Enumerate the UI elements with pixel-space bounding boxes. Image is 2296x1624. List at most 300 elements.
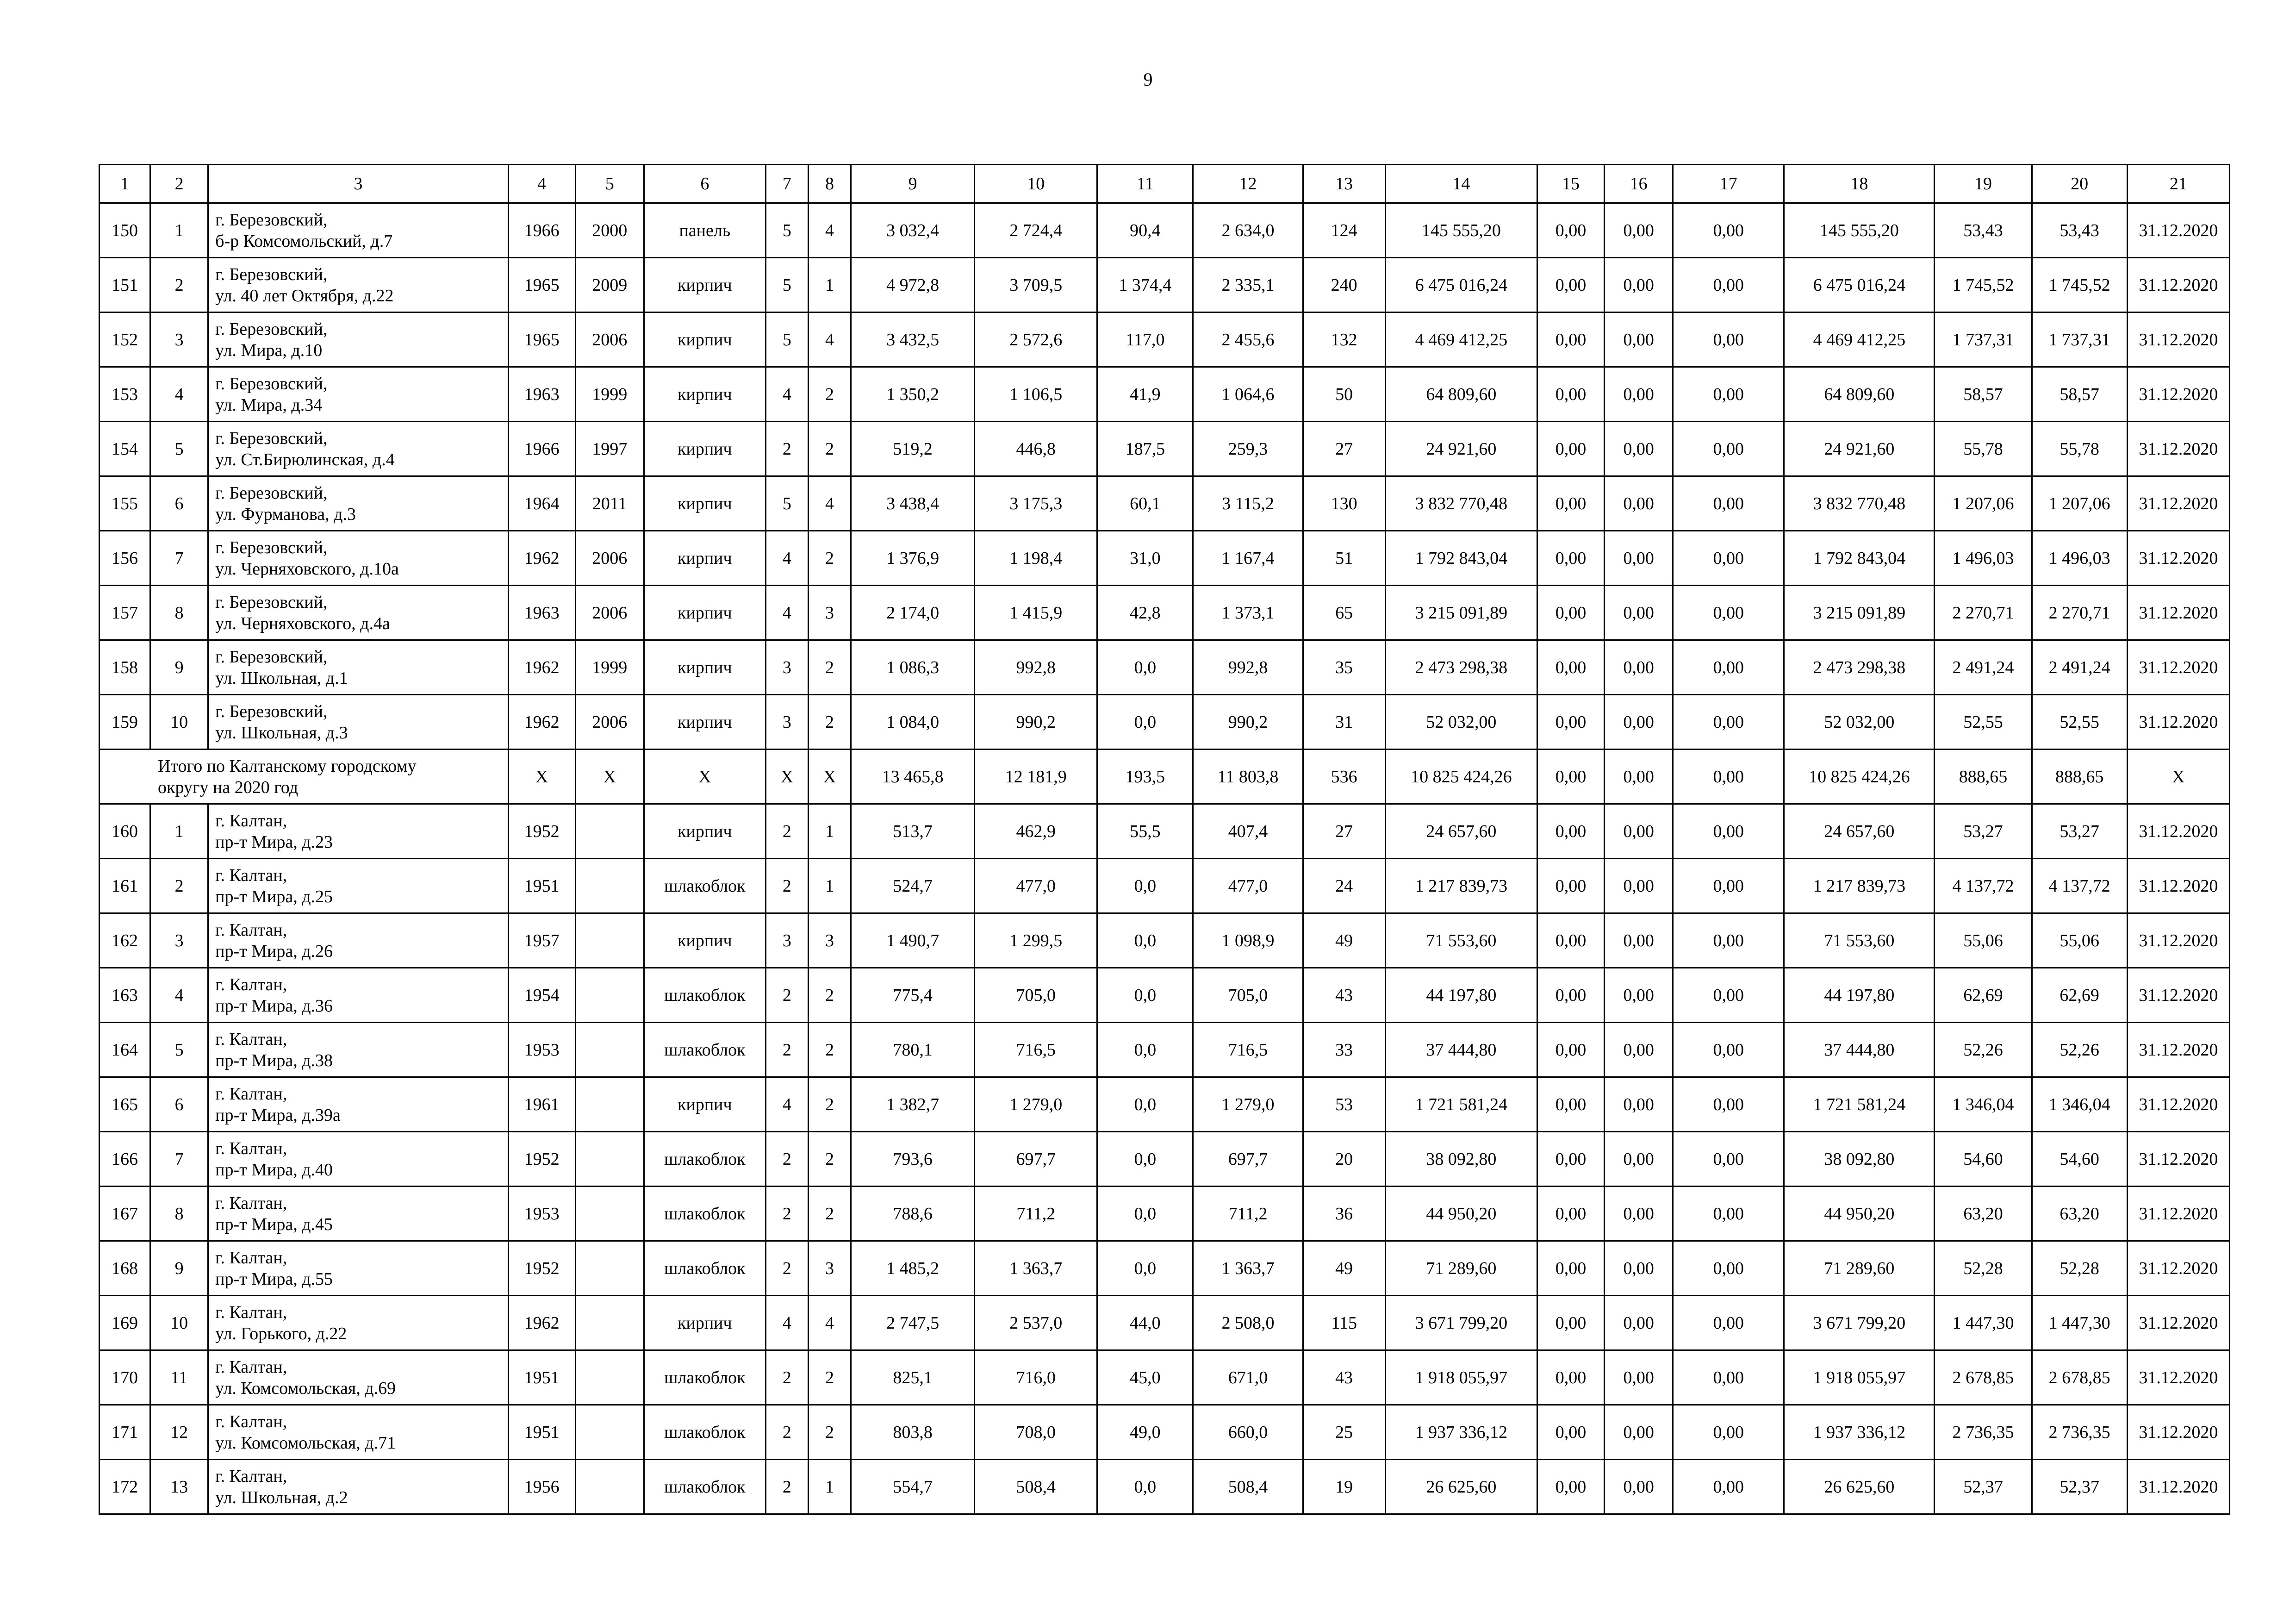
address-cell-line-1: г. Березовский,: [215, 592, 328, 612]
value-cell-c10: 1 415,9: [975, 586, 1097, 640]
value-cell-c7: 2: [765, 859, 808, 913]
value-cell-c18: 26 625,60: [1784, 1460, 1935, 1514]
value-cell-c11: 31,0: [1097, 531, 1193, 586]
value-cell-c16: 0,00: [1605, 1023, 1673, 1077]
value-cell-c21: 31.12.2020: [2127, 476, 2229, 531]
value-cell-c9: 3 438,4: [851, 476, 975, 531]
value-cell-c17: 0,00: [1673, 1405, 1784, 1460]
value-cell-c11: 0,0: [1097, 1460, 1193, 1514]
column-number-cell: 18: [1784, 165, 1935, 203]
value-cell-c19: 1 496,03: [1935, 531, 2032, 586]
address-cell-line-2: б-р Комсомольский, д.7: [215, 231, 393, 251]
address-cell-line-1: г. Березовский,: [215, 428, 328, 448]
value-cell-c14: 24 657,60: [1385, 804, 1537, 859]
value-cell-c14: 71 553,60: [1385, 913, 1537, 968]
value-cell-c17: 0,00: [1673, 586, 1784, 640]
value-cell-c12: 407,4: [1193, 804, 1303, 859]
value-cell-c12: 660,0: [1193, 1405, 1303, 1460]
value-cell-c9: 4 972,8: [851, 258, 975, 312]
column-number-cell: 2: [150, 165, 208, 203]
row-number-cell: 165: [100, 1077, 150, 1132]
value-cell-c4: 1966: [508, 422, 575, 476]
value-cell-c20: 1 737,31: [2032, 312, 2127, 367]
value-cell-c17: 0,00: [1673, 859, 1784, 913]
value-cell-c19: 4 137,72: [1935, 859, 2032, 913]
row-number-cell: 156: [100, 531, 150, 586]
address-cell: [208, 422, 508, 476]
address-cell-line-2: ул. Черняховского, д.4а: [215, 613, 390, 633]
value-cell-c9: 1 376,9: [851, 531, 975, 586]
value-cell-c10: 1 198,4: [975, 531, 1097, 586]
value-cell-c10: 990,2: [975, 695, 1097, 750]
value-cell-c18: 71 289,60: [1784, 1241, 1935, 1296]
value-cell-c18: 3 832 770,48: [1784, 476, 1935, 531]
value-cell-c7: 3: [765, 913, 808, 968]
value-cell-c11: 90,4: [1097, 203, 1193, 258]
value-cell-c10: 697,7: [975, 1132, 1097, 1187]
value-cell-c8: 4: [808, 312, 851, 367]
value-cell-c6: кирпич: [644, 695, 765, 750]
value-cell-c18: 2 473 298,38: [1784, 640, 1935, 695]
address-cell-line-2: ул. Фурманова, д.3: [215, 504, 356, 524]
value-cell-c6: кирпич: [644, 1077, 765, 1132]
housing-registry-table: [99, 164, 2230, 1515]
value-cell-c12: 1 098,9: [1193, 913, 1303, 968]
value-cell-c16: 0,00: [1605, 1350, 1673, 1405]
value-cell-c21: 31.12.2020: [2127, 804, 2229, 859]
value-cell-c17: 0,00: [1673, 1187, 1784, 1241]
value-cell-c9: 513,7: [851, 804, 975, 859]
value-cell-c18: 4 469 412,25: [1784, 312, 1935, 367]
value-cell-c6: кирпич: [644, 640, 765, 695]
sub-number-cell: 8: [150, 1187, 208, 1241]
value-cell-c8: 3: [808, 913, 851, 968]
value-cell-c21: 31.12.2020: [2127, 1296, 2229, 1350]
row-number-cell: 153: [100, 367, 150, 422]
value-cell-c21: 31.12.2020: [2127, 968, 2229, 1023]
table-row: [100, 1350, 2230, 1405]
value-cell-c8: 4: [808, 476, 851, 531]
total-value-cell-c21: X: [2127, 750, 2229, 804]
value-cell-c5: 2006: [575, 695, 644, 750]
total-value-cell-c13: 536: [1303, 750, 1385, 804]
table-row: [100, 1460, 2230, 1514]
value-cell-c8: 2: [808, 1350, 851, 1405]
value-cell-c11: 0,0: [1097, 640, 1193, 695]
value-cell-c17: 0,00: [1673, 695, 1784, 750]
value-cell-c9: 3 032,4: [851, 203, 975, 258]
sub-number-cell: 9: [150, 1241, 208, 1296]
value-cell-c6: шлакоблок: [644, 1405, 765, 1460]
value-cell-c9: 1 485,2: [851, 1241, 975, 1296]
column-number-row: [100, 165, 2230, 203]
value-cell-c4: 1952: [508, 1132, 575, 1187]
table-row: [100, 640, 2230, 695]
value-cell-c20: 62,69: [2032, 968, 2127, 1023]
value-cell-c14: 64 809,60: [1385, 367, 1537, 422]
value-cell-c6: шлакоблок: [644, 1023, 765, 1077]
row-number-cell: 152: [100, 312, 150, 367]
value-cell-c20: 1 745,52: [2032, 258, 2127, 312]
sub-number-cell: 4: [150, 367, 208, 422]
value-cell-c12: 508,4: [1193, 1460, 1303, 1514]
total-value-cell-c20: 888,65: [2032, 750, 2127, 804]
sub-number-cell: 8: [150, 586, 208, 640]
sub-number-cell: 3: [150, 913, 208, 968]
value-cell-c21: 31.12.2020: [2127, 1077, 2229, 1132]
row-number-cell: 171: [100, 1405, 150, 1460]
value-cell-c18: 64 809,60: [1784, 367, 1935, 422]
value-cell-c15: 0,00: [1537, 1077, 1604, 1132]
address-cell: [208, 1132, 508, 1187]
value-cell-c21: 31.12.2020: [2127, 859, 2229, 913]
value-cell-c20: 53,27: [2032, 804, 2127, 859]
value-cell-c21: 31.12.2020: [2127, 586, 2229, 640]
value-cell-c13: 65: [1303, 586, 1385, 640]
column-number-cell: 19: [1935, 165, 2032, 203]
address-cell-line-1: г. Калтан,: [215, 1029, 287, 1049]
value-cell-c4: 1962: [508, 695, 575, 750]
value-cell-c14: 1 937 336,12: [1385, 1405, 1537, 1460]
total-value-cell-c15: 0,00: [1537, 750, 1604, 804]
value-cell-c11: 0,0: [1097, 1132, 1193, 1187]
value-cell-c4: 1951: [508, 859, 575, 913]
value-cell-c13: 43: [1303, 1350, 1385, 1405]
value-cell-c21: 31.12.2020: [2127, 422, 2229, 476]
value-cell-c13: 53: [1303, 1077, 1385, 1132]
address-cell-line-2: ул. Комсомольская, д.69: [215, 1378, 396, 1398]
column-number-cell: 9: [851, 165, 975, 203]
value-cell-c12: 711,2: [1193, 1187, 1303, 1241]
value-cell-c16: 0,00: [1605, 1296, 1673, 1350]
value-cell-c15: 0,00: [1537, 640, 1604, 695]
value-cell-c19: 58,57: [1935, 367, 2032, 422]
value-cell-c11: 60,1: [1097, 476, 1193, 531]
value-cell-c21: 31.12.2020: [2127, 1132, 2229, 1187]
value-cell-c5: 1997: [575, 422, 644, 476]
value-cell-c10: 3 709,5: [975, 258, 1097, 312]
value-cell-c4: 1963: [508, 367, 575, 422]
value-cell-c16: 0,00: [1605, 804, 1673, 859]
value-cell-c15: 0,00: [1537, 913, 1604, 968]
value-cell-c5: [575, 804, 644, 859]
table-row: [100, 203, 2230, 258]
value-cell-c14: 1 918 055,97: [1385, 1350, 1537, 1405]
row-number-cell: 167: [100, 1187, 150, 1241]
value-cell-c10: 508,4: [975, 1460, 1097, 1514]
value-cell-c19: 1 207,06: [1935, 476, 2032, 531]
value-cell-c13: 24: [1303, 859, 1385, 913]
column-number-cell: 4: [508, 165, 575, 203]
value-cell-c10: 1 279,0: [975, 1077, 1097, 1132]
value-cell-c5: 2006: [575, 312, 644, 367]
value-cell-c13: 130: [1303, 476, 1385, 531]
column-number-cell: 16: [1605, 165, 1673, 203]
value-cell-c4: 1956: [508, 1460, 575, 1514]
value-cell-c11: 0,0: [1097, 913, 1193, 968]
value-cell-c4: 1952: [508, 1241, 575, 1296]
value-cell-c20: 63,20: [2032, 1187, 2127, 1241]
address-cell-line-1: г. Калтан,: [215, 1412, 287, 1431]
value-cell-c11: 0,0: [1097, 968, 1193, 1023]
value-cell-c11: 44,0: [1097, 1296, 1193, 1350]
value-cell-c18: 1 217 839,73: [1784, 859, 1935, 913]
address-cell-line-1: г. Калтан,: [215, 1302, 287, 1322]
address-cell-line-2: пр-т Мира, д.36: [215, 996, 333, 1016]
value-cell-c6: кирпич: [644, 367, 765, 422]
value-cell-c6: шлакоблок: [644, 1132, 765, 1187]
address-cell: [208, 913, 508, 968]
value-cell-c11: 117,0: [1097, 312, 1193, 367]
value-cell-c6: шлакоблок: [644, 1350, 765, 1405]
total-value-cell-c19: 888,65: [1935, 750, 2032, 804]
value-cell-c16: 0,00: [1605, 422, 1673, 476]
row-number-cell: 169: [100, 1296, 150, 1350]
value-cell-c5: 2006: [575, 531, 644, 586]
value-cell-c14: 3 832 770,48: [1385, 476, 1537, 531]
value-cell-c13: 43: [1303, 968, 1385, 1023]
value-cell-c17: 0,00: [1673, 367, 1784, 422]
value-cell-c21: 31.12.2020: [2127, 203, 2229, 258]
value-cell-c7: 2: [765, 968, 808, 1023]
address-cell-line-1: г. Березовский,: [215, 537, 328, 557]
table-row: [100, 531, 2230, 586]
value-cell-c9: 803,8: [851, 1405, 975, 1460]
value-cell-c14: 71 289,60: [1385, 1241, 1537, 1296]
address-cell: [208, 804, 508, 859]
value-cell-c18: 52 032,00: [1784, 695, 1935, 750]
value-cell-c20: 2 736,35: [2032, 1405, 2127, 1460]
value-cell-c15: 0,00: [1537, 859, 1604, 913]
value-cell-c13: 240: [1303, 258, 1385, 312]
value-cell-c17: 0,00: [1673, 1132, 1784, 1187]
column-number-cell: 7: [765, 165, 808, 203]
value-cell-c11: 0,0: [1097, 1241, 1193, 1296]
address-cell: [208, 1241, 508, 1296]
value-cell-c12: 259,3: [1193, 422, 1303, 476]
table-row: [100, 1023, 2230, 1077]
value-cell-c9: 1 086,3: [851, 640, 975, 695]
address-cell-line-1: г. Калтан,: [215, 1193, 287, 1213]
value-cell-c19: 1 346,04: [1935, 1077, 2032, 1132]
table-row: [100, 586, 2230, 640]
value-cell-c5: 2009: [575, 258, 644, 312]
value-cell-c16: 0,00: [1605, 367, 1673, 422]
value-cell-c13: 19: [1303, 1460, 1385, 1514]
column-number-cell: 1: [100, 165, 150, 203]
value-cell-c16: 0,00: [1605, 586, 1673, 640]
value-cell-c15: 0,00: [1537, 1241, 1604, 1296]
value-cell-c9: 1 084,0: [851, 695, 975, 750]
value-cell-c18: 1 792 843,04: [1784, 531, 1935, 586]
address-cell-line-1: г. Березовский,: [215, 374, 328, 394]
total-value-cell-c16: 0,00: [1605, 750, 1673, 804]
value-cell-c14: 6 475 016,24: [1385, 258, 1537, 312]
value-cell-c11: 45,0: [1097, 1350, 1193, 1405]
address-cell-line-2: пр-т Мира, д.38: [215, 1050, 333, 1070]
value-cell-c7: 2: [765, 1460, 808, 1514]
value-cell-c6: шлакоблок: [644, 859, 765, 913]
value-cell-c20: 2 270,71: [2032, 586, 2127, 640]
address-cell: [208, 1023, 508, 1077]
sub-number-cell: 7: [150, 531, 208, 586]
value-cell-c13: 35: [1303, 640, 1385, 695]
table-body: [100, 165, 2230, 1514]
row-number-cell: 160: [100, 804, 150, 859]
table-row: [100, 1187, 2230, 1241]
value-cell-c12: 2 335,1: [1193, 258, 1303, 312]
value-cell-c20: 55,78: [2032, 422, 2127, 476]
address-cell-line-2: пр-т Мира, д.26: [215, 941, 333, 961]
value-cell-c15: 0,00: [1537, 312, 1604, 367]
value-cell-c17: 0,00: [1673, 1241, 1784, 1296]
table-row: [100, 1296, 2230, 1350]
value-cell-c6: панель: [644, 203, 765, 258]
row-number-cell: 164: [100, 1023, 150, 1077]
column-number-cell: 12: [1193, 165, 1303, 203]
sub-number-cell: 6: [150, 476, 208, 531]
value-cell-c20: 53,43: [2032, 203, 2127, 258]
address-cell: [208, 312, 508, 367]
value-cell-c4: 1964: [508, 476, 575, 531]
value-cell-c15: 0,00: [1537, 422, 1604, 476]
sub-number-cell: 5: [150, 422, 208, 476]
sub-number-cell: 7: [150, 1132, 208, 1187]
value-cell-c5: [575, 1023, 644, 1077]
value-cell-c9: 1 490,7: [851, 913, 975, 968]
value-cell-c5: [575, 1350, 644, 1405]
address-cell-line-1: г. Березовский,: [215, 319, 328, 339]
sub-number-cell: 1: [150, 804, 208, 859]
address-cell-line-2: ул. Школьная, д.1: [215, 668, 348, 688]
value-cell-c7: 3: [765, 695, 808, 750]
value-cell-c18: 44 197,80: [1784, 968, 1935, 1023]
value-cell-c11: 42,8: [1097, 586, 1193, 640]
value-cell-c19: 62,69: [1935, 968, 2032, 1023]
value-cell-c15: 0,00: [1537, 1460, 1604, 1514]
value-cell-c8: 2: [808, 1405, 851, 1460]
value-cell-c15: 0,00: [1537, 1296, 1604, 1350]
value-cell-c19: 52,37: [1935, 1460, 2032, 1514]
address-cell-line-1: г. Калтан,: [215, 920, 287, 940]
value-cell-c14: 44 950,20: [1385, 1187, 1537, 1241]
value-cell-c12: 1 167,4: [1193, 531, 1303, 586]
value-cell-c19: 52,55: [1935, 695, 2032, 750]
value-cell-c6: шлакоблок: [644, 968, 765, 1023]
value-cell-c15: 0,00: [1537, 1405, 1604, 1460]
value-cell-c10: 705,0: [975, 968, 1097, 1023]
value-cell-c8: 2: [808, 1187, 851, 1241]
row-number-cell: 166: [100, 1132, 150, 1187]
address-cell-line-2: ул. Горького, д.22: [215, 1324, 347, 1343]
value-cell-c5: [575, 1077, 644, 1132]
value-cell-c8: 2: [808, 1023, 851, 1077]
sub-number-cell: 5: [150, 1023, 208, 1077]
value-cell-c6: кирпич: [644, 531, 765, 586]
value-cell-c9: 2 174,0: [851, 586, 975, 640]
column-number-cell: 21: [2127, 165, 2229, 203]
value-cell-c8: 3: [808, 1241, 851, 1296]
value-cell-c20: 58,57: [2032, 367, 2127, 422]
value-cell-c15: 0,00: [1537, 1350, 1604, 1405]
value-cell-c14: 1 792 843,04: [1385, 531, 1537, 586]
value-cell-c18: 1 918 055,97: [1784, 1350, 1935, 1405]
value-cell-c6: кирпич: [644, 312, 765, 367]
value-cell-c12: 2 455,6: [1193, 312, 1303, 367]
value-cell-c17: 0,00: [1673, 203, 1784, 258]
value-cell-c13: 36: [1303, 1187, 1385, 1241]
value-cell-c8: 2: [808, 640, 851, 695]
address-cell-line-2: ул. Школьная, д.3: [215, 723, 348, 743]
column-number-cell: 8: [808, 165, 851, 203]
value-cell-c12: 1 064,6: [1193, 367, 1303, 422]
value-cell-c20: 52,55: [2032, 695, 2127, 750]
address-cell-line-1: г. Березовский,: [215, 264, 328, 284]
value-cell-c10: 2 724,4: [975, 203, 1097, 258]
address-cell-line-2: ул. Мира, д.10: [215, 340, 323, 360]
page-number: 9: [1143, 69, 1153, 90]
column-number-cell: 17: [1673, 165, 1784, 203]
value-cell-c18: 145 555,20: [1784, 203, 1935, 258]
address-cell-line-2: пр-т Мира, д.55: [215, 1269, 333, 1289]
row-number-cell: 154: [100, 422, 150, 476]
value-cell-c13: 132: [1303, 312, 1385, 367]
value-cell-c16: 0,00: [1605, 859, 1673, 913]
address-cell-line-1: г. Калтан,: [215, 1466, 287, 1486]
address-cell: [208, 203, 508, 258]
value-cell-c8: 1: [808, 258, 851, 312]
value-cell-c20: 1 496,03: [2032, 531, 2127, 586]
value-cell-c5: [575, 968, 644, 1023]
address-cell-line-1: г. Калтан,: [215, 1084, 287, 1104]
value-cell-c6: шлакоблок: [644, 1241, 765, 1296]
table-row: [100, 968, 2230, 1023]
value-cell-c20: 1 207,06: [2032, 476, 2127, 531]
address-cell-line-1: г. Березовский,: [215, 483, 328, 503]
sub-number-cell: 9: [150, 640, 208, 695]
value-cell-c17: 0,00: [1673, 1460, 1784, 1514]
address-cell: [208, 531, 508, 586]
value-cell-c7: 5: [765, 203, 808, 258]
value-cell-c12: 990,2: [1193, 695, 1303, 750]
sub-number-cell: 12: [150, 1405, 208, 1460]
table-row: [100, 422, 2230, 476]
value-cell-c9: 2 747,5: [851, 1296, 975, 1350]
sub-number-cell: 4: [150, 968, 208, 1023]
value-cell-c7: 2: [765, 1187, 808, 1241]
value-cell-c16: 0,00: [1605, 968, 1673, 1023]
value-cell-c17: 0,00: [1673, 804, 1784, 859]
value-cell-c17: 0,00: [1673, 312, 1784, 367]
value-cell-c21: 31.12.2020: [2127, 1187, 2229, 1241]
column-number-cell: 15: [1537, 165, 1604, 203]
total-value-cell-c4: X: [508, 750, 575, 804]
address-cell: [208, 586, 508, 640]
value-cell-c16: 0,00: [1605, 913, 1673, 968]
value-cell-c7: 2: [765, 1350, 808, 1405]
value-cell-c20: 2 678,85: [2032, 1350, 2127, 1405]
sub-number-cell: 2: [150, 859, 208, 913]
value-cell-c8: 2: [808, 1077, 851, 1132]
value-cell-c7: 5: [765, 312, 808, 367]
value-cell-c7: 4: [765, 531, 808, 586]
value-cell-c14: 38 092,80: [1385, 1132, 1537, 1187]
value-cell-c6: кирпич: [644, 476, 765, 531]
value-cell-c18: 1 721 581,24: [1784, 1077, 1935, 1132]
table-row: [100, 1405, 2230, 1460]
table-row: [100, 695, 2230, 750]
value-cell-c13: 27: [1303, 804, 1385, 859]
